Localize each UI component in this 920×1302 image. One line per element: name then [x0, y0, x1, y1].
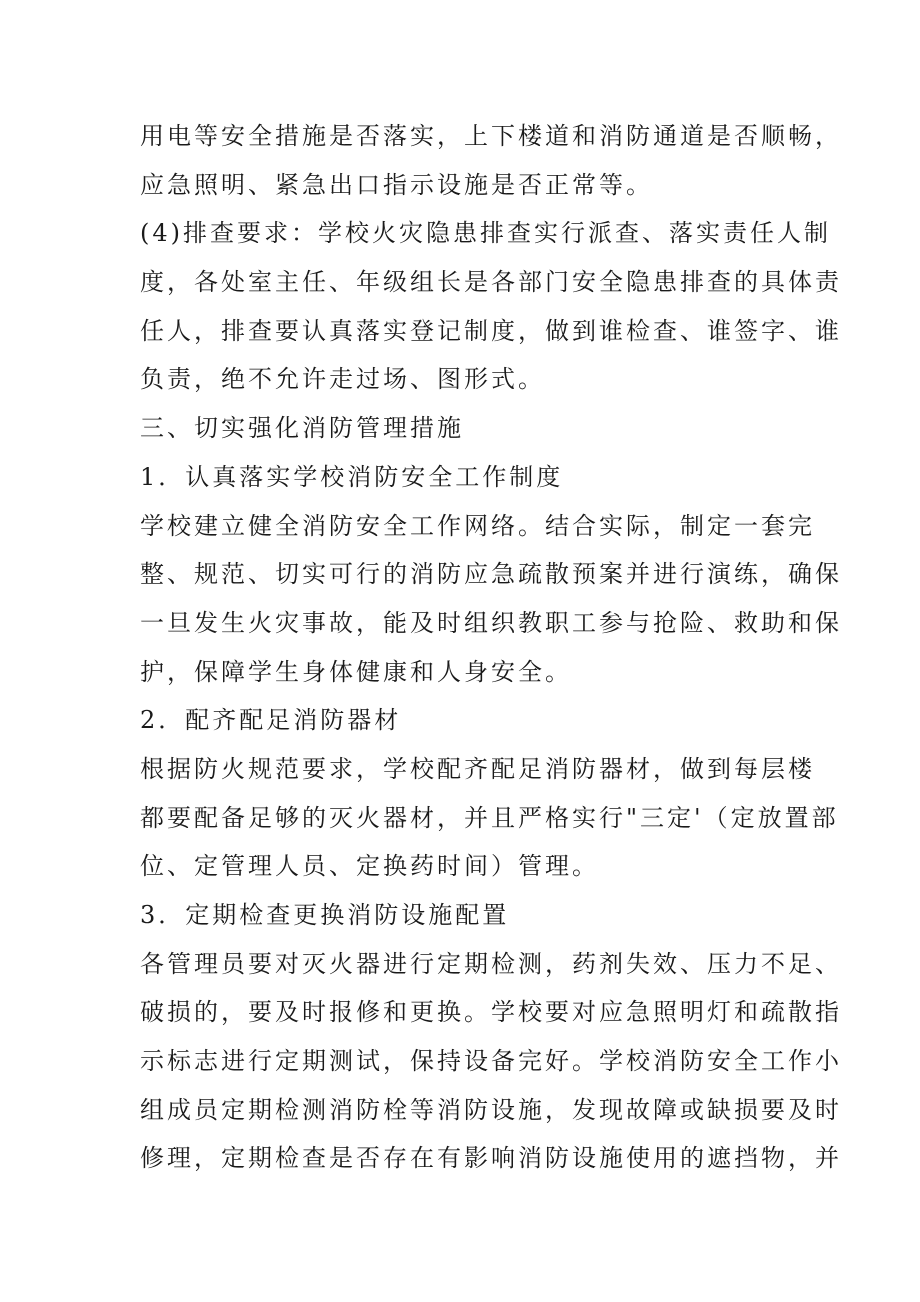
subsection-heading: 3．定期检查更换消防设施配置: [140, 901, 510, 929]
document-body: [140, 112, 842, 1183]
subsection-heading: 2．配齐配足消防器材: [140, 706, 402, 735]
text-line: 一旦发生火灾事故，能及时组织教职工参与抢险、救助和保: [140, 608, 842, 637]
text-line: 护，保障学生身体健康和人身安全。: [140, 657, 572, 686]
text-line: 整、规范、切实可行的消防应急疏散预案并进行演练，确保: [140, 560, 842, 589]
text-line: 破损的，要及时报修和更换。学校要对应急照明灯和疏散指: [140, 998, 842, 1027]
text-line: 用电等安全措施是否落实，上下楼道和消防通道是否顺畅，: [140, 122, 842, 150]
text-line: 修理，定期检查是否存在有影响消防设施使用的遮挡物，并: [140, 1144, 842, 1173]
text-line: 位、定管理人员、定换药时间）管理。: [140, 852, 599, 881]
text-line: 度，各处室主任、年级组长是各部门安全隐患排查的具体责: [140, 268, 842, 297]
text-line: (4)排查要求：学校火灾隐患排查实行派查、落实责任人制: [140, 219, 831, 248]
text-line: 示标志进行定期测试，保持设备完好。学校消防安全工作小: [140, 1047, 842, 1076]
text-line: 任人，排查要认真落实登记制度，做到谁检查、谁签字、谁: [140, 316, 842, 345]
text-line: 根据防火规范要求，学校配齐配足消防器材，做到每层楼: [140, 754, 815, 783]
text-line: 应急照明、紧急出口指示设施是否正常等。: [140, 170, 653, 199]
text-line: 负责，绝不允许走过场、图形式。: [140, 365, 545, 394]
text-line: 学校建立健全消防安全工作网络。结合实际，制定一套完: [140, 511, 815, 540]
subsection-heading: 1．认真落实学校消防安全工作制度: [140, 462, 564, 491]
text-line: 各管理员要对灭火器进行定期检测，药剂失效、压力不足、: [140, 949, 842, 978]
text-line: 组成员定期检测消防栓等消防设施，发现故障或缺损要及时: [140, 1095, 842, 1124]
text-line: 都要配备足够的灭火器材，并且严格实行"三定'（定放置部: [140, 803, 839, 832]
section-heading: 三、切实强化消防管理措施: [140, 414, 464, 443]
